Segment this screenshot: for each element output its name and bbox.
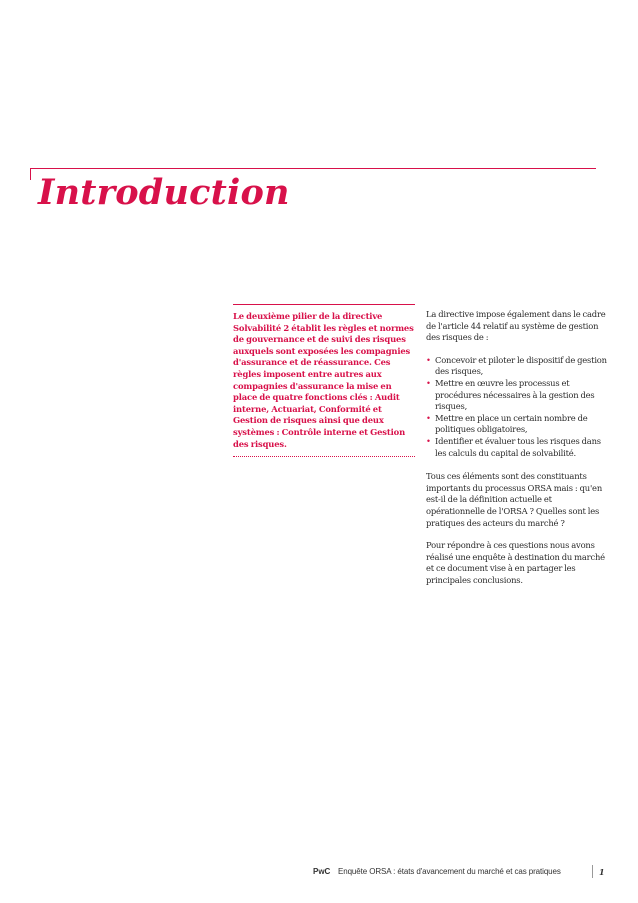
list-item: • Mettre en œuvre les processus et procédures nécessaires à la gestion des risques, (426, 377, 595, 412)
footer-subtitle: Enquête ORSA : états d'avancement du marché et cas pratiques (338, 867, 561, 876)
bullet-icon: • (426, 377, 431, 388)
bullet-icon: • (426, 435, 431, 446)
body-paragraph-2: Tous ces éléments sont des constituants importants du processus ORSA mais : qu'en est-il de la définition actuelle et opérationnelle de l'ORSA ? Quelles sont les pratiques des acteurs du marché ? (426, 471, 603, 528)
list-item: • Mettre en place un certain nombre de politiques obligatoires, (426, 412, 588, 435)
callout-text: Le deuxième pilier de la directive Solvabilité 2 établit les règles et normes de gouvernance et de suivi des risques auxquels sont exposées les compagnies d'assurance et de réassurance. Ces règles imposent entre autres aux compagnies d'assurance la mise en place de quatre fonctions clés : Audit interne, Actuariat, Conformité et Gestion de risques ainsi que deux systèmes : Contrôle interne et Gestion des risques. (233, 311, 414, 449)
page-title: Introduction (38, 172, 290, 213)
header-rule (30, 168, 596, 169)
page-number: 1 (599, 867, 605, 877)
bullet-icon: • (426, 412, 431, 423)
footer-separator (592, 865, 593, 878)
bullet-icon: • (426, 354, 431, 365)
list-item: • Concevoir et piloter le dispositif de gestion des risques, (426, 354, 607, 377)
header-rule-tick (30, 168, 31, 180)
footer-brand: PwC (313, 867, 331, 876)
list-item: • Identifier et évaluer tous les risques dans les calculs du capital de solvabilité. (426, 435, 601, 458)
body-column (426, 309, 610, 597)
body-intro: La directive impose également dans le cadre de l'article 44 relatif au système de gestion des risques de : (426, 309, 606, 343)
intro-callout (233, 304, 415, 457)
body-paragraph-3: Pour répondre à ces questions nous avons réalisé une enquête à destination du marché et ce document vise à en partager les principales conclusions. (426, 540, 605, 585)
page-footer (0, 865, 638, 879)
requirements-list (426, 355, 610, 459)
